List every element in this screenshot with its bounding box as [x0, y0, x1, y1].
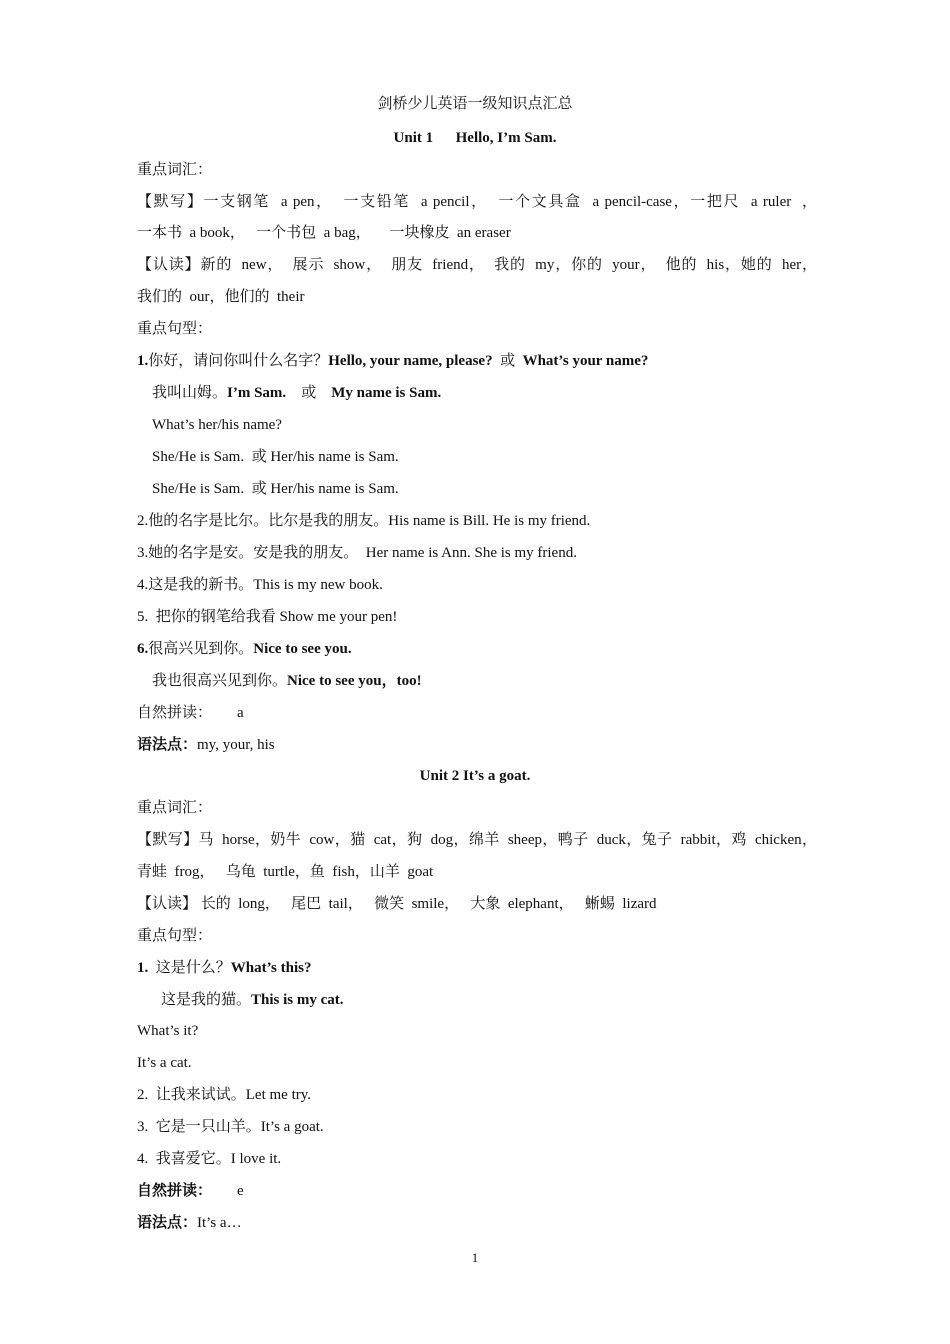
- unit2-vocab-label: 重点词汇：: [137, 800, 213, 816]
- unit1-sentence-label: 重点句型：: [137, 321, 213, 337]
- unit2-write-line2: 青蛙 frog， 乌龟 turtle，鱼 fish，山羊 goat: [137, 864, 434, 880]
- unit2-sentence-1d: It’s a cat.: [137, 1055, 192, 1071]
- unit1-grammar: 语法点：my, your, his: [137, 737, 275, 753]
- unit2-sentence-label: 重点句型：: [137, 928, 213, 944]
- unit1-write-line2: 一本书 a book， 一个书包 a bag， 一块橡皮 an eraser: [137, 225, 511, 241]
- page-number: 1: [471, 1250, 479, 1265]
- unit1-sentence-5: 5. 把你的钢笔给我看 Show me your pen!: [137, 609, 398, 625]
- unit1-write-line1: 【默写】一支钢笔 a pen， 一支铅笔 a pencil， 一个文具盒 a pencil-case，一把尺 a ruler ，: [137, 194, 817, 210]
- unit1-sentence-6: 6.很高兴见到你。Nice to see you.: [137, 641, 352, 657]
- unit2-sentence-1: 1. 这是什么？What’s this?: [137, 960, 312, 976]
- unit1-sentence-4: 4.这是我的新书。This is my new book.: [137, 577, 383, 593]
- unit2-heading: Unit 2 It’s a goat.: [419, 768, 531, 784]
- unit2-write-line1: 【默写】马 horse，奶牛 cow，猫 cat，狗 dog，绵羊 sheep，鸭子 duck，兔子 rabbit，鸡 chicken，: [137, 832, 817, 848]
- unit2-phonics: 自然拼读： e: [137, 1183, 244, 1199]
- unit1-phonics: 自然拼读： a: [137, 705, 244, 721]
- unit1-sentence-1d: She/He is Sam. 或 Her/his name is Sam.: [152, 449, 399, 465]
- unit2-sentence-1-answer: 这是我的猫。This is my cat.: [161, 992, 344, 1008]
- unit1-sentence-2: 2.他的名字是比尔。比尔是我的朋友。His name is Bill. He is my friend.: [137, 513, 591, 529]
- unit2-sentence-1c: What’s it?: [137, 1023, 199, 1039]
- unit1-sentence-1-answer: 我叫山姆。I’m Sam. 或 My name is Sam.: [152, 385, 442, 401]
- unit1-read-line1: 【认读】新的 new， 展示 show， 朋友 friend， 我的 my，你的 your， 他的 his，她的 her，: [137, 257, 817, 273]
- unit1-heading: Unit 1 Hello, I’m Sam.: [393, 130, 557, 146]
- unit2-sentence-4: 4. 我喜爱它。I love it.: [137, 1151, 282, 1167]
- document-title: 剑桥少儿英语一级知识点汇总: [377, 96, 573, 112]
- unit2-sentence-2: 2. 让我来试试。Let me try.: [137, 1087, 312, 1103]
- unit1-sentence-1e: She/He is Sam. 或 Her/his name is Sam.: [152, 481, 399, 497]
- unit1-sentence-6-answer: 我也很高兴见到你。Nice to see you，too!: [152, 673, 422, 689]
- unit2-read-line1: 【认读】 长的 long， 尾巴 tail， 微笑 smile， 大象 elephant， 蜥蜴 lizard: [137, 896, 657, 912]
- unit1-vocab-label: 重点词汇：: [137, 162, 213, 178]
- unit2-grammar: 语法点：It’s a…: [137, 1215, 242, 1231]
- unit1-read-line2: 我们的 our，他们的 their: [137, 289, 305, 305]
- unit1-sentence-1c: What’s her/his name?: [152, 417, 282, 433]
- unit1-sentence-3: 3.她的名字是安。安是我的朋友。 Her name is Ann. She is my friend.: [137, 545, 577, 561]
- unit2-sentence-3: 3. 它是一只山羊。It’s a goat.: [137, 1119, 324, 1135]
- unit1-sentence-1: 1.你好，请问你叫什么名字？Hello, your name, please? 或 What’s your name?: [137, 353, 649, 369]
